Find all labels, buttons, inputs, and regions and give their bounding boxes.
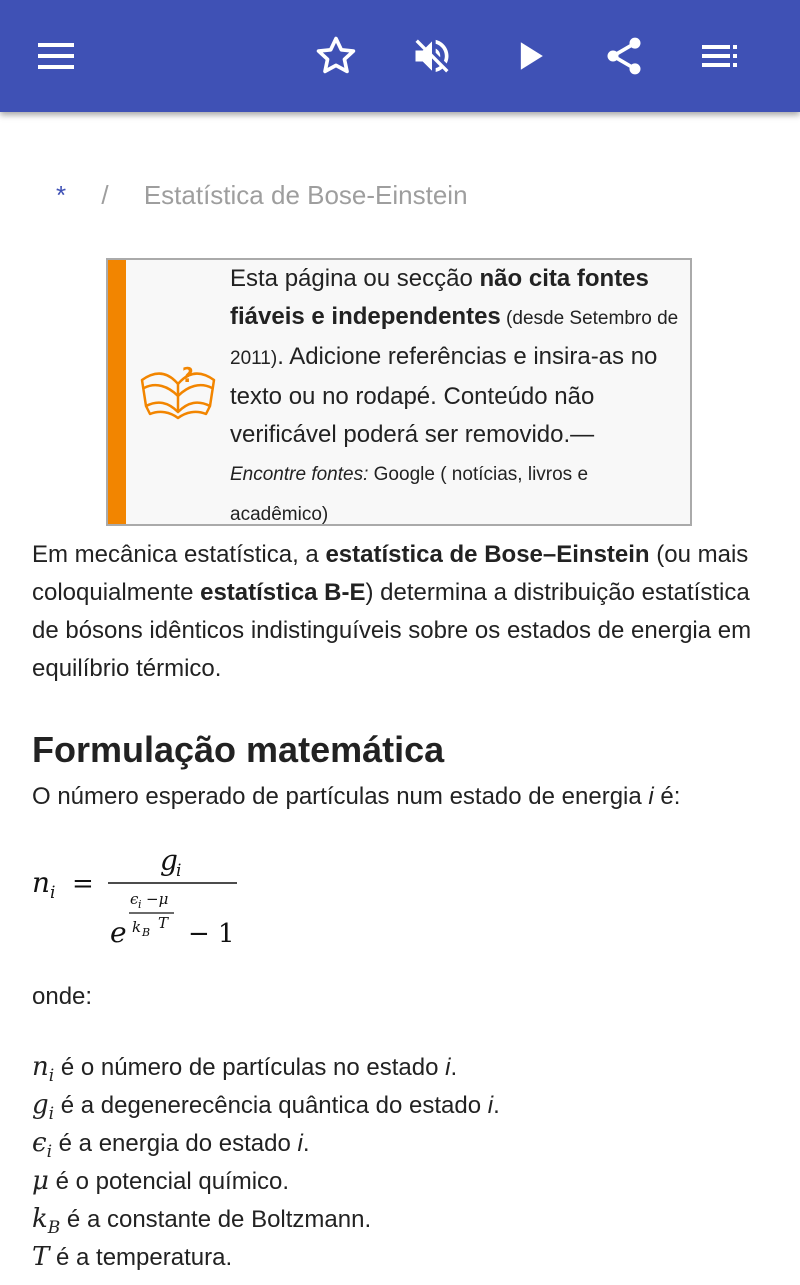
definition-item bbox=[32, 1086, 772, 1124]
intro-bold-1: estatística de Bose–Einstein bbox=[325, 541, 650, 568]
def-symbol-sub: i bbox=[46, 1142, 52, 1163]
def-symbol: μ bbox=[32, 1166, 49, 1196]
breadcrumb-current: Estatística de Bose-Einstein bbox=[143, 180, 468, 210]
def-var: i bbox=[297, 1130, 303, 1157]
notice-text bbox=[230, 260, 690, 534]
def-text: é o número de partículas no estado bbox=[54, 1054, 446, 1081]
unsourced-notice bbox=[106, 258, 692, 526]
def-symbol: n bbox=[32, 1052, 49, 1082]
def-end: . bbox=[493, 1092, 500, 1119]
formula-exp-den-rest: T bbox=[158, 914, 169, 932]
section-lead bbox=[32, 778, 772, 816]
definition-item bbox=[32, 1124, 772, 1162]
def-symbol: ϵ bbox=[32, 1128, 47, 1158]
intro-text-2: (ou mais coloquialmente bbox=[32, 541, 749, 606]
def-symbol-sub: i bbox=[48, 1104, 55, 1125]
formula-equals: = bbox=[72, 869, 94, 899]
intro-text-1: Em mecânica estatística, a bbox=[32, 541, 326, 568]
share-button[interactable] bbox=[594, 26, 654, 86]
intro-paragraph bbox=[32, 536, 772, 688]
notice-accent-bar bbox=[108, 260, 126, 524]
formula-exp-num: ϵ bbox=[130, 890, 139, 908]
definition-item bbox=[32, 1162, 772, 1200]
definition-item bbox=[32, 1238, 772, 1276]
formula-lhs-sub: i bbox=[50, 883, 56, 903]
def-end: . bbox=[450, 1054, 458, 1081]
formula-exp-num-rest: −μ bbox=[146, 890, 169, 908]
menu-icon bbox=[36, 36, 76, 76]
play-icon bbox=[508, 34, 552, 78]
app-bar bbox=[0, 0, 800, 112]
def-symbol: T bbox=[32, 1242, 50, 1272]
playlist-icon bbox=[700, 36, 740, 76]
notice-find-links[interactable]: Google ( notícias, livros e acadêmico) bbox=[230, 464, 589, 525]
breadcrumb-separator: / bbox=[101, 180, 109, 210]
section-title: Formulação matemática bbox=[32, 729, 445, 770]
contents-button[interactable] bbox=[690, 26, 750, 86]
formula-numerator: g bbox=[160, 844, 178, 877]
section-lead-text: O número esperado de partículas num estado de energia bbox=[32, 783, 649, 810]
volume-off-icon bbox=[410, 34, 454, 78]
breadcrumb bbox=[56, 180, 468, 211]
notice-bold: não cita fontes fiáveis e independentes bbox=[230, 265, 649, 330]
svg-text:?: ? bbox=[182, 363, 194, 387]
bose-einstein-formula bbox=[32, 840, 262, 960]
star-icon bbox=[314, 34, 358, 78]
mute-button[interactable] bbox=[402, 26, 462, 86]
notice-text-1: Esta página ou secção bbox=[230, 265, 480, 292]
def-text: é a temperatura. bbox=[49, 1244, 233, 1271]
def-text: é a energia do estado bbox=[52, 1130, 298, 1157]
notice-date: (desde Setembro de 2011) bbox=[230, 308, 679, 369]
play-button[interactable] bbox=[500, 26, 560, 86]
definitions-list bbox=[32, 1048, 772, 1276]
formula-minus-one: − 1 bbox=[188, 919, 235, 949]
section-lead-end: é: bbox=[653, 783, 681, 810]
breadcrumb-home-link[interactable]: * bbox=[56, 180, 67, 210]
def-symbol-sub: i bbox=[48, 1066, 55, 1087]
def-symbol-sub: B bbox=[47, 1218, 61, 1239]
notice-find-label: Encontre fontes: bbox=[230, 464, 369, 485]
menu-button[interactable] bbox=[26, 26, 86, 86]
formula-exp-num-sub: i bbox=[138, 898, 142, 911]
def-text: é a constante de Boltzmann. bbox=[60, 1206, 372, 1233]
onde-label: onde: bbox=[32, 983, 93, 1010]
formula-numerator-sub: i bbox=[176, 861, 182, 881]
def-var: i bbox=[445, 1054, 451, 1081]
def-text: é a degenerecência quântica do estado bbox=[54, 1092, 488, 1119]
definition-item bbox=[32, 1200, 772, 1238]
def-symbol: k bbox=[32, 1204, 48, 1234]
formula-exp-den: k bbox=[132, 918, 142, 936]
book-question-icon bbox=[138, 358, 218, 422]
def-var: i bbox=[487, 1092, 494, 1119]
share-icon bbox=[602, 34, 646, 78]
section-lead-var: i bbox=[648, 783, 654, 810]
def-symbol: g bbox=[32, 1090, 49, 1120]
formula-base: e bbox=[110, 916, 127, 949]
def-end: . bbox=[302, 1130, 310, 1157]
definition-item bbox=[32, 1048, 772, 1086]
formula-exp-den-sub: B bbox=[142, 926, 151, 939]
bookmark-button[interactable] bbox=[306, 26, 366, 86]
def-text: é o potencial químico. bbox=[48, 1168, 290, 1195]
intro-bold-2: estatística B-E bbox=[200, 579, 366, 606]
formula-lhs: n bbox=[32, 866, 51, 899]
notice-text-2: . Adicione referências e insira-as no texto ou no rodapé. Conteúdo não verificável poderá ser removido.— bbox=[230, 343, 658, 448]
intro-text-3: ) determina a distribuição estatística de bósons idênticos indistinguíveis sobre os estados de energia em equilíbrio térmico. bbox=[32, 579, 752, 682]
